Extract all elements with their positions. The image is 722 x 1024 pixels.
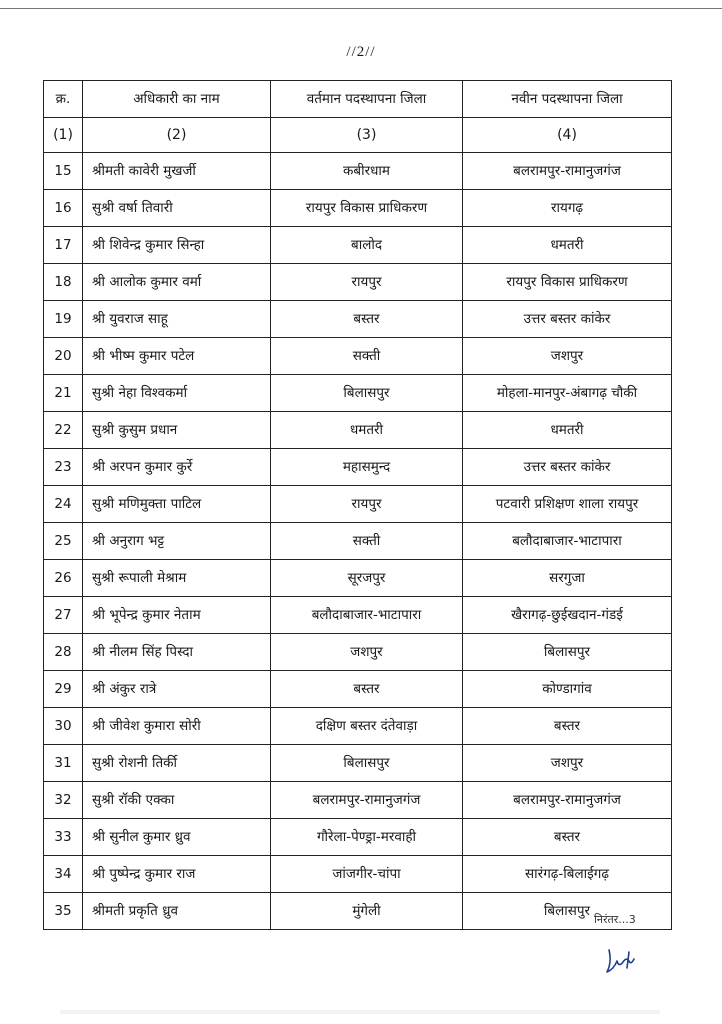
current-posting-cell: रायपुर [271,486,463,523]
header-current-posting: वर्तमान पदस्थापना जिला [271,81,463,118]
new-posting-cell: उत्तर बस्तर कांकेर [463,449,672,486]
current-posting-cell: रायपुर [271,264,463,301]
table-row [44,486,672,523]
current-posting-cell: गौरेला-पेण्ड्रा-मरवाही [271,819,463,856]
header-new-posting: नवीन पदस्थापना जिला [463,81,672,118]
officer-name-cell: श्रीमती कावेरी मुखर्जी [83,153,271,190]
current-posting-cell: जांजगीर-चांपा [271,856,463,893]
table-row [44,412,672,449]
current-posting-cell: सक्ती [271,523,463,560]
serial-cell: 18 [44,264,83,301]
table-row [44,190,672,227]
officer-name-cell: श्री अरपन कुमार कुर्रे [83,449,271,486]
serial-cell: 26 [44,560,83,597]
new-posting-cell: बिलासपुर [463,634,672,671]
page-number: //2// [346,44,376,60]
top-edge-line [0,8,722,9]
current-posting-cell: बस्तर [271,301,463,338]
table-row [44,782,672,819]
table-row [44,893,672,930]
serial-cell: 17 [44,227,83,264]
serial-cell: 24 [44,486,83,523]
column-number-3: (3) [271,118,463,153]
new-posting-cell: जशपुर [463,338,672,375]
current-posting-cell: धमतरी [271,412,463,449]
serial-cell: 16 [44,190,83,227]
new-posting-cell: रायपुर विकास प्राधिकरण [463,264,672,301]
current-posting-cell: दक्षिण बस्तर दंतेवाड़ा [271,708,463,745]
table-row [44,301,672,338]
current-posting-cell: बालोद [271,227,463,264]
table-row [44,819,672,856]
table-row [44,745,672,782]
column-number-row [44,118,672,153]
serial-cell: 23 [44,449,83,486]
transfer-table [43,80,672,930]
officer-name-cell: श्री शिवेन्द्र कुमार सिन्हा [83,227,271,264]
new-posting-cell: बलरामपुर-रामानुजगंज [463,782,672,819]
serial-cell: 29 [44,671,83,708]
serial-cell: 33 [44,819,83,856]
officer-name-cell: श्री पुष्पेन्द्र कुमार राज [83,856,271,893]
officer-name-cell: सुश्री रूपाली मेश्राम [83,560,271,597]
current-posting-cell: बलौदाबाजार-भाटापारा [271,597,463,634]
table-body [44,153,672,930]
new-posting-cell: बिलासपुर [463,893,672,930]
serial-cell: 15 [44,153,83,190]
officer-name-cell: सुश्री मणिमुक्ता पाटिल [83,486,271,523]
table-row [44,264,672,301]
current-posting-cell: सक्ती [271,338,463,375]
table-row [44,597,672,634]
serial-cell: 28 [44,634,83,671]
new-posting-cell: पटवारी प्रशिक्षण शाला रायपुर [463,486,672,523]
current-posting-cell: सूरजपुर [271,560,463,597]
officer-name-cell: श्री भीष्म कुमार पटेल [83,338,271,375]
officer-name-cell: श्रीमती प्रकृति ध्रुव [83,893,271,930]
officer-name-cell: श्री अनुराग भट्ट [83,523,271,560]
officer-name-cell: श्री आलोक कुमार वर्मा [83,264,271,301]
table-row [44,153,672,190]
officer-name-cell: श्री अंकुर रात्रे [83,671,271,708]
column-number-1: (1) [44,118,83,153]
table-row [44,708,672,745]
scan-smudge [60,1010,660,1014]
officer-name-cell: सुश्री वर्षा तिवारी [83,190,271,227]
current-posting-cell: मुंगेली [271,893,463,930]
officer-name-cell: श्री सुनील कुमार ध्रुव [83,819,271,856]
table-row [44,634,672,671]
table-row [44,671,672,708]
new-posting-cell: बलरामपुर-रामानुजगंज [463,153,672,190]
serial-cell: 25 [44,523,83,560]
new-posting-cell: जशपुर [463,745,672,782]
table-row [44,449,672,486]
serial-cell: 35 [44,893,83,930]
serial-cell: 31 [44,745,83,782]
header-officer-name: अधिकारी का नाम [83,81,271,118]
column-number-2: (2) [83,118,271,153]
new-posting-cell: धमतरी [463,227,672,264]
serial-cell: 32 [44,782,83,819]
table-header-row [44,81,672,118]
current-posting-cell: बिलासपुर [271,375,463,412]
new-posting-cell: सरगुजा [463,560,672,597]
table-row [44,338,672,375]
current-posting-cell: बिलासपुर [271,745,463,782]
serial-cell: 21 [44,375,83,412]
new-posting-cell: खैरागढ़-छुईखदान-गंडई [463,597,672,634]
table-row [44,523,672,560]
officer-name-cell: सुश्री रोशनी तिर्की [83,745,271,782]
new-posting-cell: मोहला-मानपुर-अंबागढ़ चौकी [463,375,672,412]
current-posting-cell: महासमुन्द [271,449,463,486]
officer-name-cell: श्री युवराज साहू [83,301,271,338]
column-number-4: (4) [463,118,672,153]
header-serial: क्र. [44,81,83,118]
officer-name-cell: सुश्री कुसुम प्रधान [83,412,271,449]
new-posting-cell: सारंगढ़-बिलाईगढ़ [463,856,672,893]
new-posting-cell: कोण्डागांव [463,671,672,708]
officer-name-cell: सुश्री रॉकी एक्का [83,782,271,819]
officer-name-cell: सुश्री नेहा विश्वकर्मा [83,375,271,412]
current-posting-cell: जशपुर [271,634,463,671]
table-row [44,375,672,412]
current-posting-cell: बलरामपुर-रामानुजगंज [271,782,463,819]
current-posting-cell: बस्तर [271,671,463,708]
new-posting-cell: बस्तर [463,708,672,745]
serial-cell: 22 [44,412,83,449]
new-posting-cell: बलौदाबाजार-भाटापारा [463,523,672,560]
new-posting-cell: धमतरी [463,412,672,449]
new-posting-cell: बस्तर [463,819,672,856]
current-posting-cell: रायपुर विकास प्राधिकरण [271,190,463,227]
table-row [44,227,672,264]
officer-name-cell: श्री नीलम सिंह पिस्दा [83,634,271,671]
serial-cell: 27 [44,597,83,634]
current-posting-cell: कबीरधाम [271,153,463,190]
officer-name-cell: श्री भूपेन्द्र कुमार नेताम [83,597,271,634]
signature-mark [603,946,643,976]
new-posting-cell: उत्तर बस्तर कांकेर [463,301,672,338]
table-row [44,856,672,893]
serial-cell: 34 [44,856,83,893]
new-posting-cell: रायगढ़ [463,190,672,227]
serial-cell: 20 [44,338,83,375]
serial-cell: 19 [44,301,83,338]
officer-name-cell: श्री जीवेश कुमारा सोरी [83,708,271,745]
table-row [44,560,672,597]
serial-cell: 30 [44,708,83,745]
continued-note: निरंतर...3 [594,913,636,926]
